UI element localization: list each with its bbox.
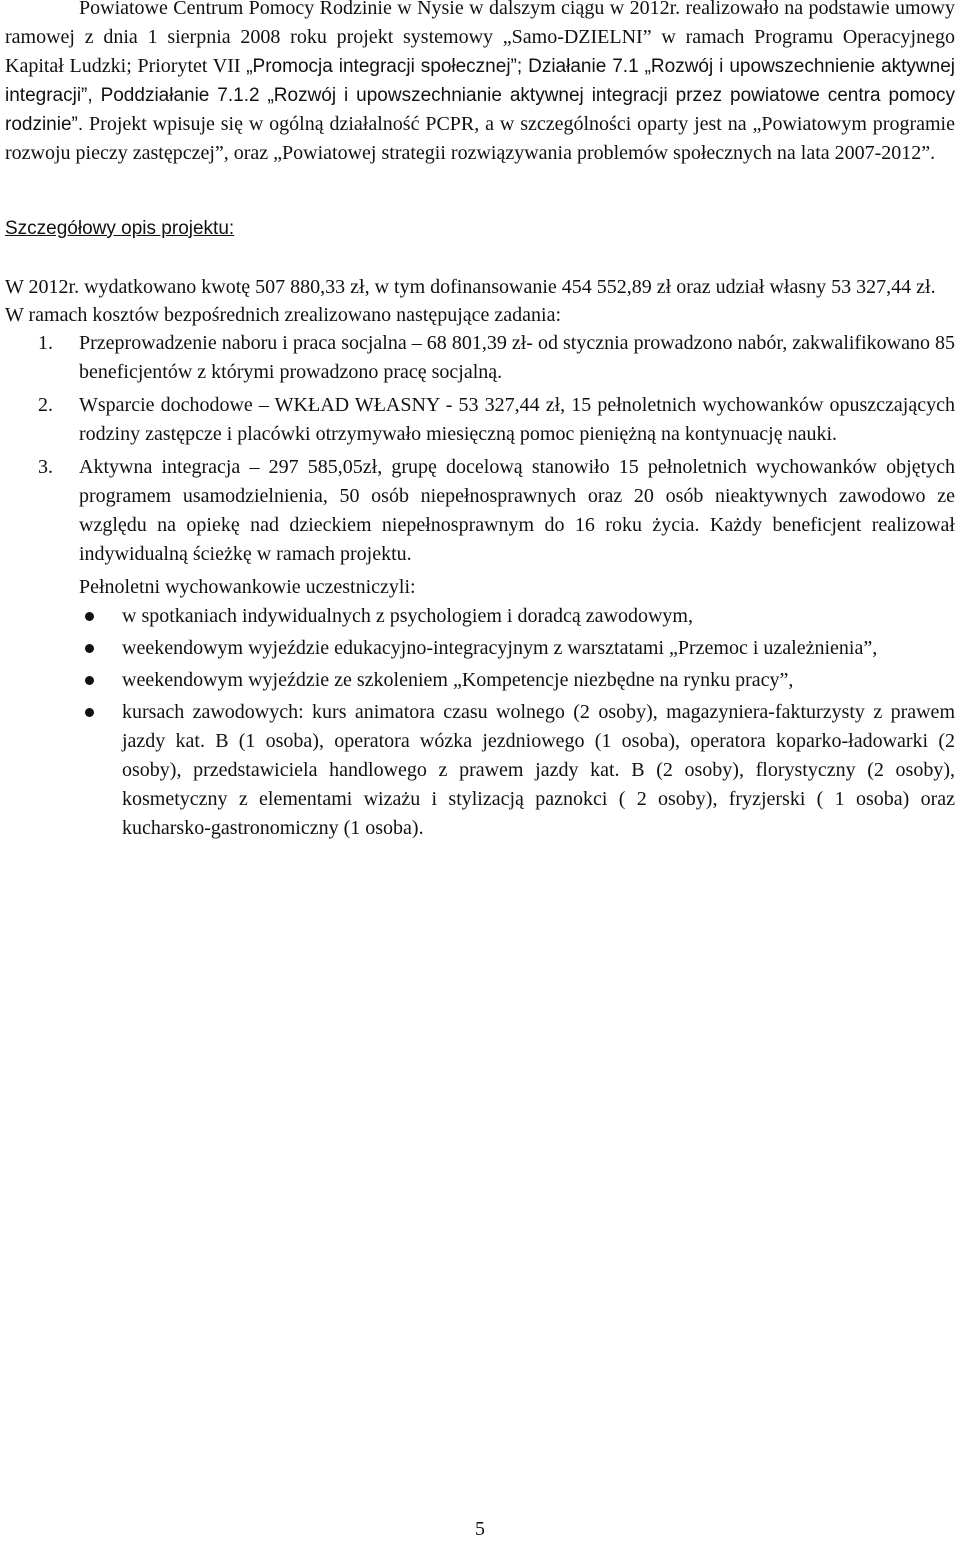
intro-paragraph <box>5 0 955 168</box>
intro-part-1: Powiatowe Centrum Pomocy Rodzinie w Nysie w dalszym ciągu w 2012r. realizowało na podstawie umowy ramowej z dnia 1 sierpnia 2008 roku projekt systemowy „Samo-DZIELNI” w ramach Programu Operacyjnego Kapitał Ludzki; Priorytet VII <box>5 0 955 77</box>
task-number: 1. <box>38 332 53 354</box>
task-list <box>5 329 955 569</box>
task-number: 2. <box>38 394 53 416</box>
participants-intro: Pełnoletni wychowankowie uczestniczyli: <box>79 576 416 598</box>
page-number: 5 <box>475 1518 485 1540</box>
task-text: Wsparcie dochodowe – WKŁAD WŁASNY - 53 327,44 zł, 15 pełnoletnich wychowanków opuszczających rodziny zastępcze i placówki otrzymywało miesięczną pomoc pieniężną na kontynuację nauki. <box>79 394 955 445</box>
task-item-2 <box>5 391 955 449</box>
intro-part-3: Projekt wpisuje się w ogólną działalność PCPR, a w szczególności oparty jest na „Powiatowym programie rozwoju pieczy zastępczej”, oraz „Powiatowej strategii rozwiązywania problemów społecznych na lata 2007-2012”. <box>5 113 955 164</box>
summary-paragraph: W 2012r. wydatkowano kwotę 507 880,33 zł, w tym dofinansowanie 454 552,89 zł oraz udział własny 53 327,44 zł. <box>5 276 936 298</box>
participant-text: weekendowym wyjeździe ze szkoleniem „Kompetencje niezbędne na rynku pracy”, <box>122 669 794 691</box>
tasks-intro: W ramach kosztów bezpośrednich zrealizowano następujące zadania: <box>5 304 562 326</box>
participants-list <box>5 602 955 843</box>
participant-item <box>5 602 955 631</box>
document-page <box>5 0 955 846</box>
participant-item <box>5 666 955 695</box>
task-item-1 <box>5 329 955 387</box>
participant-item <box>5 634 955 663</box>
task-number: 3. <box>38 456 53 478</box>
bullet-icon <box>85 708 94 717</box>
task-text: Aktywna integracja – 297 585,05zł, grupę docelową stanowiło 15 pełnoletnich wychowanków objętych programem usamodzielnienia, 50 osób niepełnosprawnych oraz 20 osób nieaktywnych zawodowo ze względu na opiekę nad dzieckiem niepełnosprawnym do 16 roku życia. Każdy beneficjent realizował indywidualną ścieżkę w ramach projektu. <box>79 456 955 565</box>
bullet-icon <box>85 612 94 621</box>
participant-item <box>5 698 955 843</box>
participant-text: kursach zawodowych: kurs animatora czasu wolnego (2 osoby), magazyniera-fakturzysty z prawem jazdy kat. B (1 osoba), operatora wózka jezdniowego (1 osoba), operatora koparko-ładowarki (2 osoby), przedstawiciela handlowego z prawem jazdy kat. B (2 osoby), florystyczny (2 osoby), kosmetyczny z elementami wizażu i stylizacją paznokci ( 2 osoby), fryzjerski ( 1 osoba) oraz kucharsko-gastronomiczny (1 osoba). <box>122 701 955 839</box>
participant-text: w spotkaniach indywidualnych z psychologiem i doradcą zawodowym, <box>122 605 693 627</box>
section-heading: Szczegółowy opis projektu: <box>5 218 235 239</box>
task-item-3 <box>5 453 955 569</box>
bullet-icon <box>85 644 94 653</box>
bullet-icon <box>85 676 94 685</box>
task-text: Przeprowadzenie naboru i praca socjalna – 68 801,39 zł- od stycznia prowadzono nabór, zakwalifikowano 85 beneficjentów z którymi prowadzono pracę socjalną. <box>79 332 955 383</box>
participant-text: weekendowym wyjeździe edukacyjno-integracyjnym z warsztatami „Przemoc i uzależnienia”, <box>122 637 878 659</box>
intro-part-2: „Promocja integracji społecznej”; Działanie 7.1 „Rozwój i upowszechnienie aktywnej integracji”, Poddziałanie 7.1.2 „Rozwój i upowszechnianie aktywnej integracji przez powiatowe centra pomocy rodzinie”. <box>5 56 956 135</box>
